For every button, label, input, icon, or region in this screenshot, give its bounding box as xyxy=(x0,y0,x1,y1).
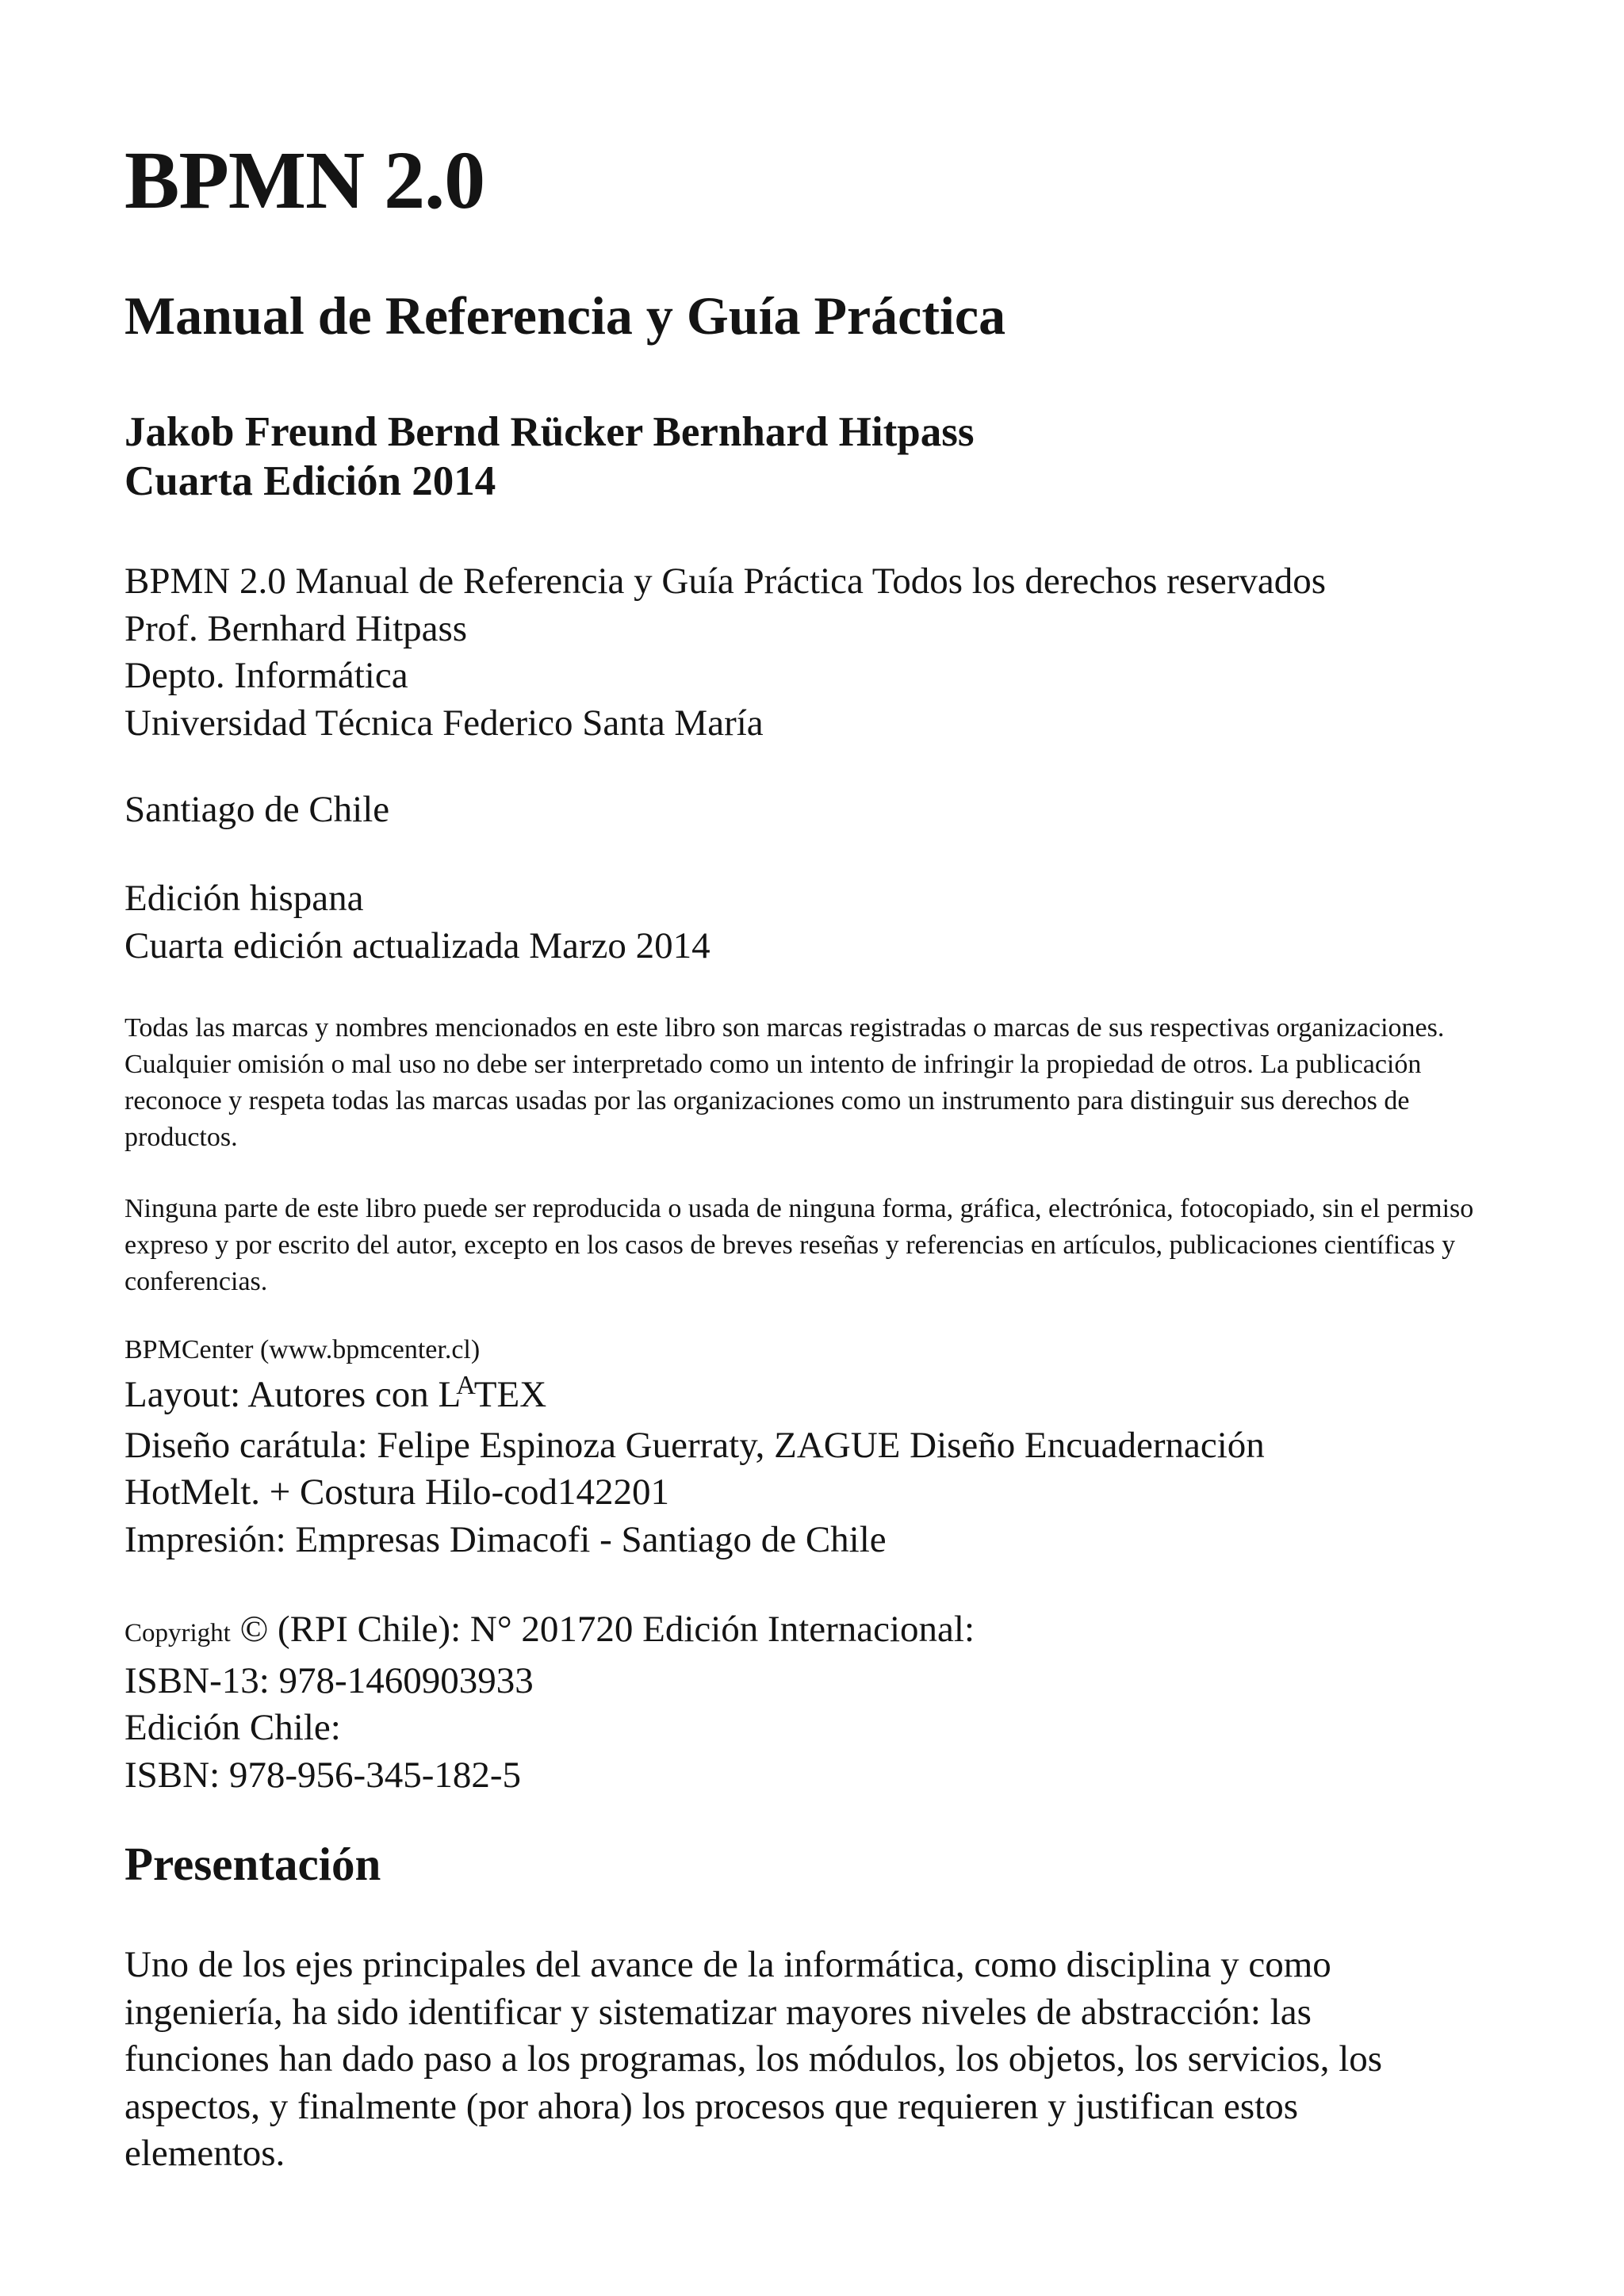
layout-line xyxy=(124,1372,1265,1422)
paragraph-line: ingeniería, ha sido identificar y sistematizar mayores niveles de abstracción: las xyxy=(124,1991,1312,2033)
layout-prefix: Layout: Autores con L xyxy=(124,1374,462,1415)
authors: Jakob Freund Bernd Rücker Bernhard Hitpass xyxy=(124,409,975,455)
layout-suffix: TEX xyxy=(473,1374,547,1415)
book-subtitle: Manual de Referencia y Guía Práctica xyxy=(124,285,1006,346)
copyright-text: © (RPI Chile): N° 201720 Edición Internacional: xyxy=(239,1609,975,1650)
isbn-line: Edición Chile: xyxy=(124,1707,341,1748)
credit-line: Impresión: Empresas Dimacofi - Santiago de Chile xyxy=(124,1518,887,1560)
rights-block xyxy=(124,558,1326,747)
book-title: BPMN 2.0 xyxy=(124,135,485,226)
presentation-paragraph xyxy=(124,1942,1382,2178)
rights-line: BPMN 2.0 Manual de Referencia y Guía Práctica Todos los derechos reservados xyxy=(124,561,1327,602)
latex-a: A xyxy=(456,1371,476,1400)
copyright-block xyxy=(124,1606,975,1799)
publisher: BPMCenter (www.bpmcenter.cl) xyxy=(124,1335,481,1364)
authors-block xyxy=(124,408,974,506)
edition-info-line: Cuarta edición actualizada Marzo 2014 xyxy=(124,924,710,966)
isbn-line: ISBN: 978-956-345-182-5 xyxy=(124,1754,521,1796)
credit-line: Diseño carátula: Felipe Espinoza Guerraty, ZAGUE Diseño Encuadernación xyxy=(124,1424,1265,1466)
rights-line: Depto. Informática xyxy=(124,655,408,696)
copyright-label: Copyright xyxy=(124,1619,231,1647)
trademark-notice: Todas las marcas y nombres mencionados en este libro son marcas registradas o marcas de sus respectivas organizaciones. Cualquier omisión o mal uso no debe ser interpretado como un intento de infringir la propiedad de otros. La publicación reconoce y respeta todas las marcas usadas por las organizaciones como un instrumento para distinguir sus derechos de productos. xyxy=(124,1013,1445,1152)
paragraph-line: Uno de los ejes principales del avance de la informática, como disciplina y como xyxy=(124,1944,1331,1985)
paragraph-line: funciones han dado paso a los programas, los módulos, los objetos, los servicios, los xyxy=(124,2038,1383,2080)
edition-info-line: Edición hispana xyxy=(124,878,364,919)
paragraph-line: aspectos, y finalmente (por ahora) los procesos que requieren y justifican estos xyxy=(124,2085,1299,2127)
credit-line: HotMelt. + Costura Hilo-cod142201 xyxy=(124,1471,670,1513)
rights-line: Universidad Técnica Federico Santa María xyxy=(124,702,764,744)
edition-info xyxy=(124,875,710,970)
edition-line: Cuarta Edición 2014 xyxy=(124,458,496,504)
section-title: Presentación xyxy=(124,1838,381,1890)
city: Santiago de Chile xyxy=(124,789,390,830)
isbn-line: ISBN-13: 978-1460903933 xyxy=(124,1659,534,1701)
credits-block xyxy=(124,1372,1265,1563)
copyright-line xyxy=(124,1606,975,1658)
rights-line: Prof. Bernhard Hitpass xyxy=(124,607,468,649)
reproduction-notice: Ninguna parte de este libro puede ser reproducida o usada de ninguna forma, gráfica, electrónica, fotocopiado, sin el permiso expreso y por escrito del autor, excepto en los casos de breves reseñas y referencias en artículos, publicaciones científicas y conferencias. xyxy=(124,1194,1474,1296)
paragraph-line: elementos. xyxy=(124,2133,285,2174)
